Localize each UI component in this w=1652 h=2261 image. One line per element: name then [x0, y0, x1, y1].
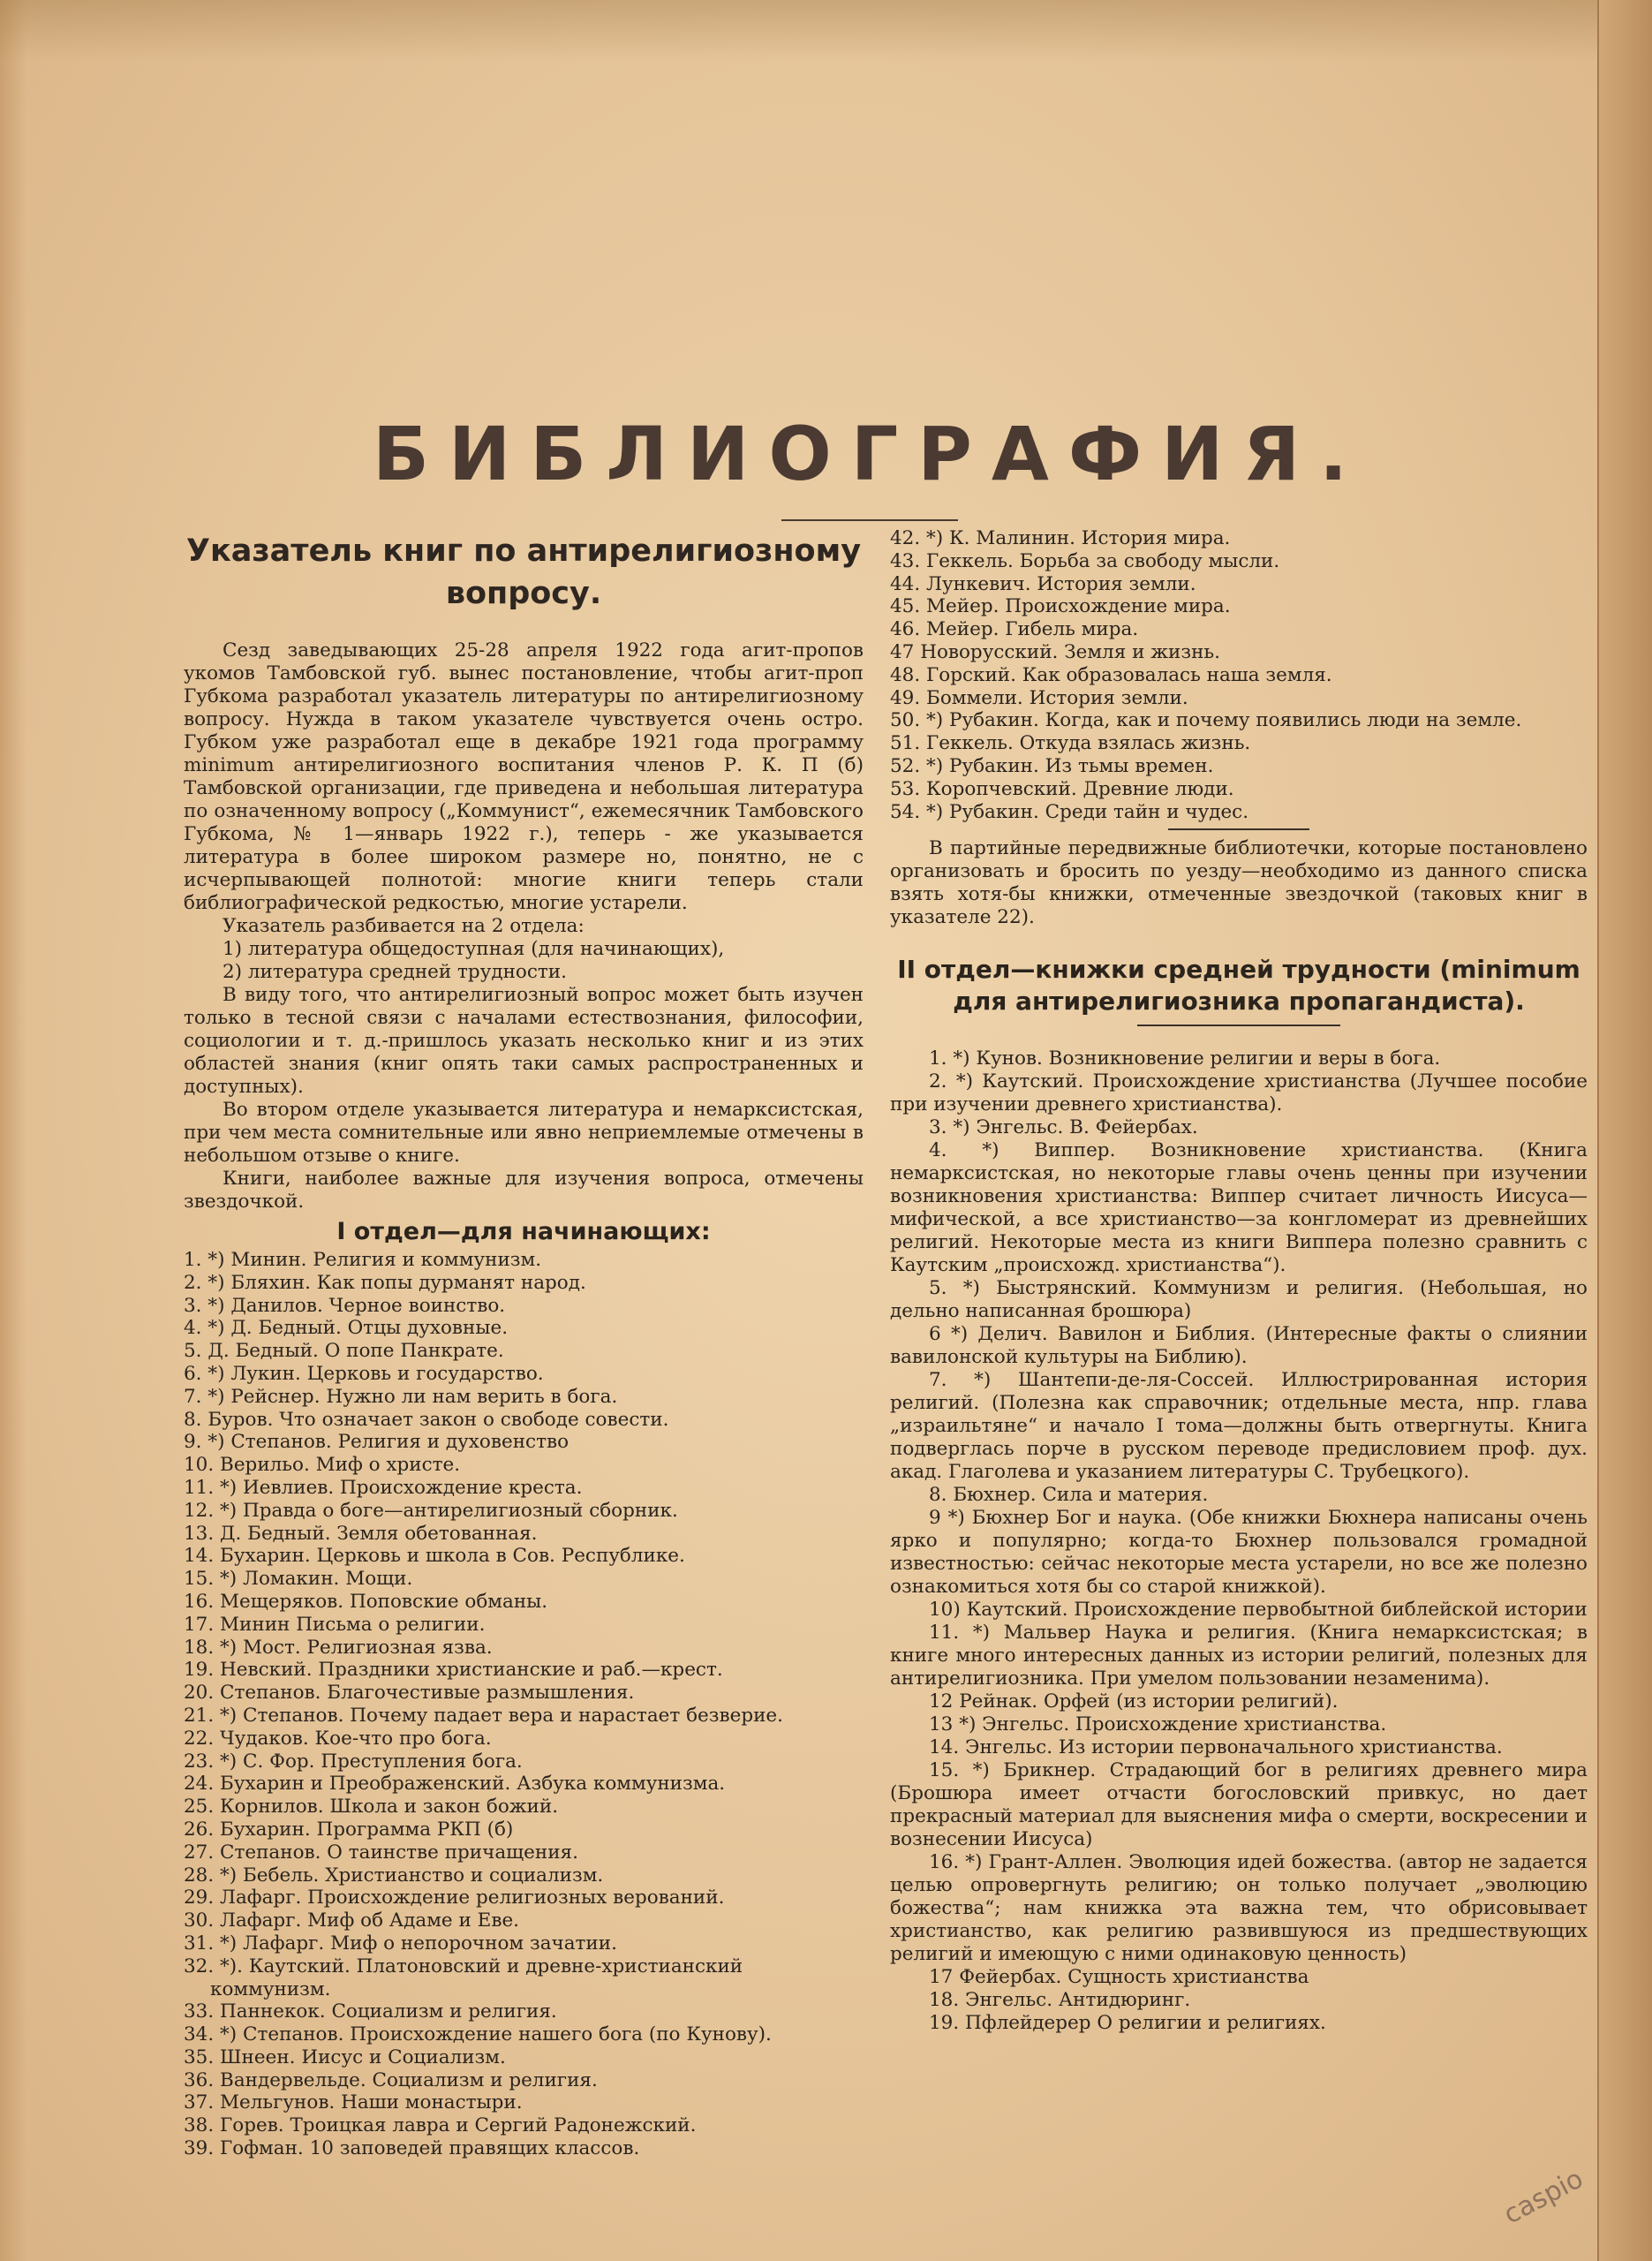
list-item: 4. *) Д. Бедный. Отцы духовные. — [184, 1317, 509, 1340]
list-item: 1. *) Кунов. Возникновение религии и веры в бога. — [929, 1047, 1441, 1070]
list-item: 46. Мейер. Гибель мира. — [890, 618, 1139, 641]
page-title: БИБЛИОГРАФИЯ. — [372, 411, 1368, 497]
list-item: 53. Коропчевский. Древние люди. — [890, 777, 1234, 800]
top-shadow — [0, 0, 1652, 62]
library-note: В партийные передвижные библиотечки, которые постановлено организовать и бросить по уезду—необходимо из данного списка взять хотя-бы книжки, отмеченные звездочкой (таковых книг в указателе 22). — [890, 837, 1588, 929]
section-1-list — [184, 1249, 864, 2160]
list-item: 9. *) Степанов. Религия и духовенство — [184, 1431, 570, 1454]
list-item: 33. Паннекок. Социализм и религия. — [184, 2000, 557, 2023]
paragraph: 1) литература общедоступная (для начинающих), — [223, 938, 725, 960]
list-item: 44. Лункевич. История земли. — [890, 572, 1196, 595]
list-item: 52. *) Рубакин. Из тьмы времен. — [890, 754, 1214, 777]
list-item: 23. *) С. Фор. Преступления бога. — [184, 1750, 523, 1773]
list-item: 49. Боммели. История земли. — [890, 686, 1188, 709]
paragraph: Сезд заведывающих 25-28 апреля 1922 года агит-пропов укомов Тамбовской губ. вынес постановление, чтобы агит-проп Губкома разработал указатель литературы по антирелигиозному вопросу. Нужда в таком указателе чувствуется очень остро. Губком уже разработал еще в декабре 1921 года программу minimum антирелигиозного воспитания членов Р. К. П (б) Тамбовской организации, где приведена и небольшая литература по означенному вопросу („Коммунист“, ежемесячник Тамбовского Губкома, № 1—январь 1922 г.), теперь - же указывается литература в более широком размере но, понятно, не с исчерпывающей полнотой: многие книги теперь стали библиографической редкостью, многие устарели. — [184, 639, 864, 914]
list-item: 9 *) Бюхнер Бог и наука. (Обе книжки Бюхнера написаны очень ярко и популярно; когда-то Бюхнер пользовался громадной известностью: сейчас некоторые места устарели, но все же полезно ознакомиться хотя бы со старой книжкой). — [890, 1507, 1588, 1599]
paragraph: Во втором отделе указывается литература и немарксистская, при чем места сомнительные или явно неприемлемые отмечены в небольшом отзыве о книге. — [184, 1099, 864, 1167]
list-item: 48. Горский. Как образовалась наша земля. — [890, 663, 1332, 686]
list-item: 17. Минин Письма о религии. — [184, 1613, 486, 1636]
list-item: 1. *) Минин. Религия и коммунизм. — [184, 1249, 542, 1271]
list-item: 10. Верильо. Миф о христе. — [184, 1454, 461, 1477]
paragraph: Указатель разбивается на 2 отдела: — [223, 915, 585, 937]
list-item: 36. Вандервельде. Социализм и религия. — [184, 2068, 598, 2091]
section-2-list — [890, 1047, 1588, 2035]
list-item: 31. *) Лафарг. Миф о непорочном зачатии. — [184, 1932, 617, 1955]
list-item: 39. Гофман. 10 заповедей правящих классов. — [184, 2137, 640, 2160]
watermark: caspio — [1498, 2163, 1588, 2231]
list-item: 50. *) Рубакин. Когда, как и почему появились люди на земле. — [890, 709, 1522, 732]
list-item: 17 Фейербах. Сущность христианства — [929, 1966, 1309, 1989]
section-2-heading: II отдел—книжки средней трудности (minimum для антирелигиозника пропагандиста). — [897, 955, 1580, 1017]
list-item: 3. *) Данилов. Черное воинство. — [184, 1294, 506, 1317]
list-item: 3. *) Энгельс. В. Фейербах. — [929, 1116, 1198, 1139]
list-item: 14. Бухарин. Церковь и школа в Сов. Республике. — [184, 1545, 685, 1568]
list-item: 42. *) К. Малинин. История мира. — [890, 527, 1231, 549]
list-item: 35. Шнеен. Иисус и Социализм. — [184, 2045, 506, 2068]
divider — [1168, 828, 1309, 830]
list-item: 37. Мельгунов. Наши монастыри. — [184, 2091, 523, 2114]
list-item: 21. *) Степанов. Почему падает вера и нарастает безверие. — [184, 1704, 783, 1727]
list-item: 14. Энгельс. Из истории первоначального христианства. — [929, 1736, 1503, 1759]
list-item: 8. Буров. Что означает закон о свободе совести. — [184, 1408, 669, 1431]
list-item: 8. Бюхнер. Сила и материя. — [929, 1484, 1209, 1507]
list-item: 7. *) Рейснер. Нужно ли нам верить в бога. — [184, 1385, 618, 1408]
list-item: 25. Корнилов. Школа и закон божий. — [184, 1796, 559, 1819]
left-column — [184, 530, 864, 2160]
list-item: 47 Новорусский. Земля и жизнь. — [890, 640, 1220, 663]
list-item: 13 *) Энгельс. Происхождение христианства. — [929, 1713, 1387, 1736]
list-item: 30. Лафарг. Миф об Адаме и Еве. — [184, 1909, 519, 1932]
list-item: 51. Геккель. Откуда взялась жизнь. — [890, 732, 1251, 755]
page-crease — [0, 0, 26, 2261]
list-item: 22. Чудаков. Кое-что про бога. — [184, 1727, 492, 1750]
list-item: 19. Невский. Праздники христианские и раб.—крест. — [184, 1659, 723, 1682]
article-heading: Указатель книг по антирелигиозному вопросу. — [185, 533, 862, 611]
list-item: 16. Мещеряков. Поповские обманы. — [184, 1590, 548, 1613]
list-item: 26. Бухарин. Программа РКП (б) — [184, 1818, 514, 1841]
list-item: 10) Каутский. Происхождение первобытной библейской истории — [929, 1599, 1588, 1622]
list-item: 28. *) Бебель. Христианство и социализм. — [184, 1864, 604, 1887]
list-item: 29. Лафарг. Происхождение религиозных верований. — [184, 1887, 725, 1909]
list-item: 12. *) Правда о боге—антирелигиозный сборник. — [184, 1499, 678, 1522]
right-column — [890, 527, 1588, 2035]
section-1-heading: I отдел—для начинающих: — [336, 1218, 711, 1245]
paragraph: В виду того, что антирелигиозный вопрос может быть изучен только в тесной связи с началами естествознания, философии, социологии и т. д.-пришлось указать несколько книг и из этих областей знания (книг опять таки самых распространенных и доступных). — [184, 984, 864, 1098]
list-item: 16. *) Грант-Аллен. Эволюция идей божества. (автор не задается целью опровергнуть религию; он только получает „эволюцию божества“; нам книжка эта важна тем, что обрисовывает христианство, как религию развившуюся из предшествующих религий и имеющую с ними одинаковую ценность) — [890, 1851, 1588, 1966]
list-item: 18. Энгельс. Антидюринг. — [929, 1989, 1191, 2012]
list-item: 5. Д. Бедный. О попе Панкрате. — [184, 1340, 504, 1363]
list-item: 43. Геккель. Борьба за свободу мысли. — [890, 549, 1280, 572]
list-item: 7. *) Шантепи-де-ля-Соссей. Иллюстрированная история религий. (Полезна как справочник; отдельные места, нпр. глава „израильтяне“ и начало I тома—должны быть отвергнуты. Книга подверглась порче в русском переводе предисловием проф. дух. акад. Глаголева и указанием литературы С. Трубецкого). — [890, 1369, 1588, 1484]
list-item: 34. *) Степанов. Происхождение нашего бога (по Кунову). — [184, 2023, 772, 2046]
list-item: 4. *) Виппер. Возникновение христианства. (Книга немарксистская, но некоторые главы очень ценны при изучении возникновения христианства: Виппер считает личность Иисуса—мифической, а все христианство—за конгломерат из древнейших религий. Некоторые места из книги Виппера полезно сравнить с Каутским „происхожд. христианства“). — [890, 1139, 1588, 1277]
list-item: 13. Д. Бедный. Земля обетованная. — [184, 1522, 538, 1545]
list-item: 2. *) Бляхин. Как попы дурманят народ. — [184, 1271, 586, 1294]
list-item: 6 *) Делич. Вавилон и Библия. (Интересные факты о слиянии вавилонской культуры на Библию). — [890, 1323, 1588, 1369]
page-edge — [1597, 0, 1652, 2261]
list-item: 38. Горев. Троицкая лавра и Сергий Радонежский. — [184, 2114, 697, 2137]
title-rule — [781, 519, 958, 521]
list-item: 5. *) Быстрянский. Коммунизм и религия. (Небольшая, но дельно написанная брошюра) — [890, 1277, 1588, 1323]
list-item: 19. Пфлейдерер О религии и религиях. — [929, 2012, 1326, 2035]
list-item: 18. *) Мост. Религиозная язва. — [184, 1636, 493, 1659]
list-item: 24. Бухарин и Преображенский. Азбука коммунизма. — [184, 1773, 726, 1796]
list-item: 20. Степанов. Благочестивые размышления. — [184, 1682, 635, 1705]
list-item: 11. *) Иевлиев. Происхождение креста. — [184, 1476, 583, 1499]
list-item: 15. *) Ломакин. Мощи. — [184, 1568, 413, 1591]
list-item: 54. *) Рубакин. Среди тайн и чудес. — [890, 800, 1249, 823]
list-item: 2. *) Каутский. Происхождение христианства (Лучшее пособие при изучении древнего христианства). — [890, 1070, 1588, 1116]
list-item: 6. *) Лукин. Церковь и государство. — [184, 1362, 544, 1385]
list-item: 11. *) Мальвер Наука и религия. (Книга немарксистская; в книге много интересных данных из истории религий, полезных для антирелигиозника. При умелом пользовании незаменима). — [890, 1622, 1588, 1690]
divider — [1137, 1025, 1340, 1026]
list-item: 12 Рейнак. Орфей (из истории религий). — [929, 1690, 1339, 1713]
paragraph: Книги, наиболее важные для изучения вопроса, отмечены звездочкой. — [184, 1168, 864, 1213]
list-item: 15. *) Брикнер. Страдающий бог в религиях древнего мира (Брошюра имеет отчасти богословский привкус, но дает прекрасный материал для выяснения мифа о смерти, воскресении и вознесении Иисуса) — [890, 1759, 1588, 1851]
list-item: 32. *). Каутский. Платоновский и древне-христианский коммунизм. — [184, 1955, 743, 2000]
paragraph: 2) литература средней трудности. — [223, 961, 567, 983]
list-item: 45. Мейер. Происхождение мира. — [890, 595, 1231, 618]
list-item: 27. Степанов. О таинстве причащения. — [184, 1841, 578, 1864]
section-1-continued-list — [890, 527, 1588, 823]
